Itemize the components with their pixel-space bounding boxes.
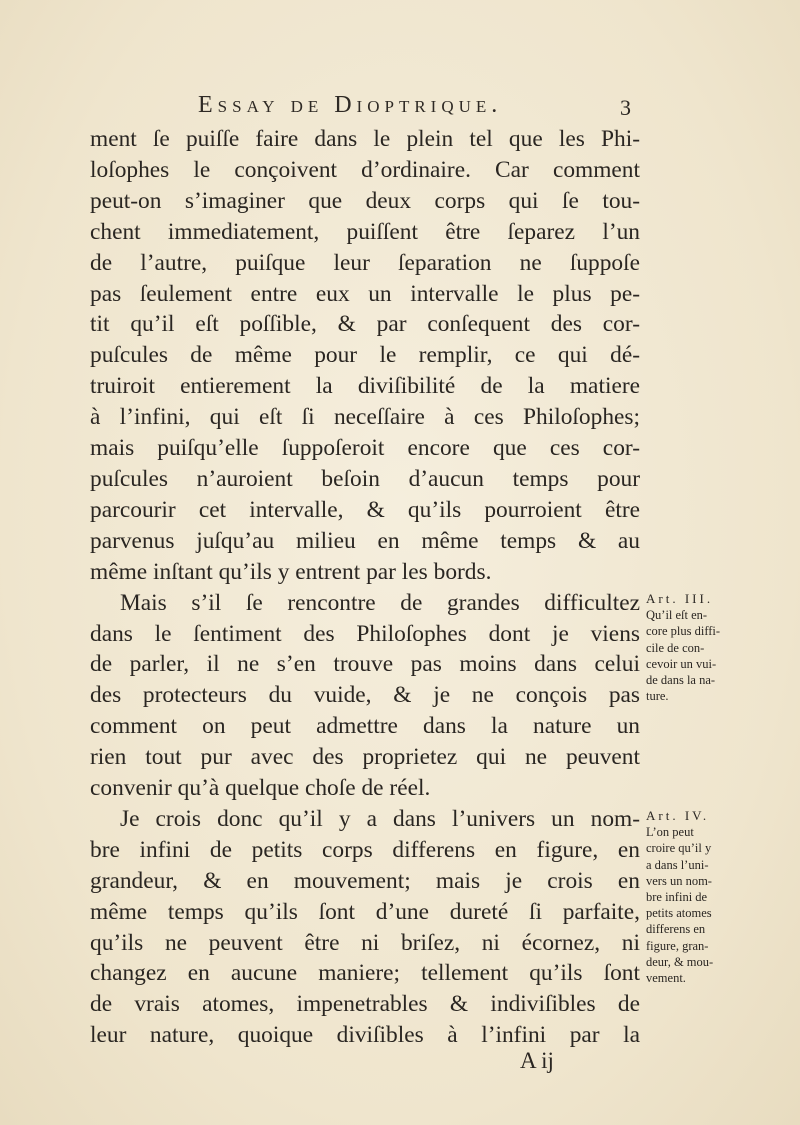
text-line: grandeur, & en mouvement; mais je crois en bbox=[90, 867, 640, 894]
text-line: tit qu’il eſt poſſible, & par conſequent des cor- bbox=[90, 311, 640, 338]
margin-line: vement. bbox=[646, 971, 686, 986]
margin-line: a dans l’uni- bbox=[646, 857, 709, 872]
margin-line: Qu’il eſt en- bbox=[646, 608, 708, 623]
margin-line: figure, gran- bbox=[646, 938, 709, 953]
margin-article-heading: Art. IV. bbox=[646, 808, 710, 823]
text-line: comment on peut admettre dans la nature un bbox=[90, 713, 640, 740]
text-line: pas ſeulement entre eux un intervalle le plus pe- bbox=[90, 280, 640, 307]
margin-line: petits atomes bbox=[646, 906, 712, 921]
text-line: rien tout pur avec des proprietez qui ne peuvent bbox=[90, 744, 640, 771]
text-line: puſcules de même pour le remplir, ce qui dé- bbox=[90, 342, 640, 369]
text-line: puſcules n’auroient beſoin d’aucun temps pour bbox=[90, 465, 640, 492]
page-number: 3 bbox=[620, 95, 631, 120]
text-line: mais puiſqu’elle ſuppoſeroit encore que ces cor- bbox=[90, 435, 640, 462]
margin-line: croire qu’il y bbox=[646, 841, 712, 856]
margin-line: cile de con- bbox=[646, 640, 705, 655]
main-text-block bbox=[90, 124, 640, 1051]
margin-line: ture. bbox=[646, 689, 669, 704]
margin-line: bre infini de bbox=[646, 890, 708, 905]
text-line: qu’ils ne peuvent être ni briſez, ni écornez, ni bbox=[90, 929, 640, 956]
text-line: peut-on s’imaginer que deux corps qui ſe tou- bbox=[90, 187, 640, 214]
text-line: de parler, il ne s’en trouve pas moins dans celui bbox=[90, 651, 640, 678]
text-line: même temps qu’ils ſont d’une dureté ſi parfaite, bbox=[90, 898, 640, 925]
text-line: loſophes le conçoivent d’ordinaire. Car comment bbox=[90, 156, 640, 183]
text-line: chent immediatement, puiſſent être ſeparez l’un bbox=[90, 218, 640, 245]
margin-line: differens en bbox=[646, 922, 706, 937]
margin-line: core plus diffi- bbox=[646, 624, 721, 639]
text-line: Mais s’il ſe rencontre de grandes difficultez bbox=[120, 589, 640, 616]
text-line: truiroit entierement la diviſibilité de la matiere bbox=[90, 373, 640, 400]
text-line: des protecteurs du vuide, & je ne conçois pas bbox=[90, 682, 640, 709]
text-line: à l’infini, qui eſt ſi neceſſaire à ces Philoſophes; bbox=[90, 404, 640, 431]
margin-line: vers un nom- bbox=[646, 873, 712, 888]
text-line: dans le ſentiment des Philoſophes dont je viens bbox=[90, 620, 640, 647]
text-line: bre infini de petits corps differens en figure, en bbox=[90, 836, 640, 863]
text-line: de vrais atomes, impenetrables & indiviſibles de bbox=[90, 991, 640, 1018]
text-line: changez en aucune maniere; tellement qu’ils ſont bbox=[90, 960, 640, 987]
running-title: Essay de Dioptrique. bbox=[198, 92, 503, 118]
text-line: parcourir cet intervalle, & qu’ils pourroient être bbox=[90, 496, 640, 523]
margin-line: cevoir un vui- bbox=[646, 656, 717, 671]
text-line: ment ſe puiſſe faire dans le plein tel que les Phi- bbox=[90, 126, 640, 152]
text-line: Je crois donc qu’il y a dans l’univers un nom- bbox=[120, 805, 640, 832]
text-line: leur nature, quoique diviſibles à l’infini par la bbox=[90, 1022, 640, 1049]
margin-line: deur, & mou- bbox=[646, 954, 714, 969]
text-line: de l’autre, puiſque leur ſeparation ne ſuppoſe bbox=[90, 249, 640, 276]
text-line: même inſtant qu’ils y entrent par les bords. bbox=[90, 558, 492, 585]
margin-note-art-3 bbox=[646, 591, 746, 704]
catchword-signature: A ij bbox=[520, 1048, 554, 1073]
margin-article-heading: Art. III. bbox=[646, 591, 714, 606]
margin-line: de dans la na- bbox=[646, 673, 716, 688]
text-line: parvenus juſqu’au milieu en même temps & au bbox=[90, 527, 640, 554]
margin-line: L’on peut bbox=[646, 825, 694, 840]
margin-note-art-4 bbox=[646, 808, 746, 986]
text-line: convenir qu’à quelque choſe de réel. bbox=[90, 775, 431, 802]
